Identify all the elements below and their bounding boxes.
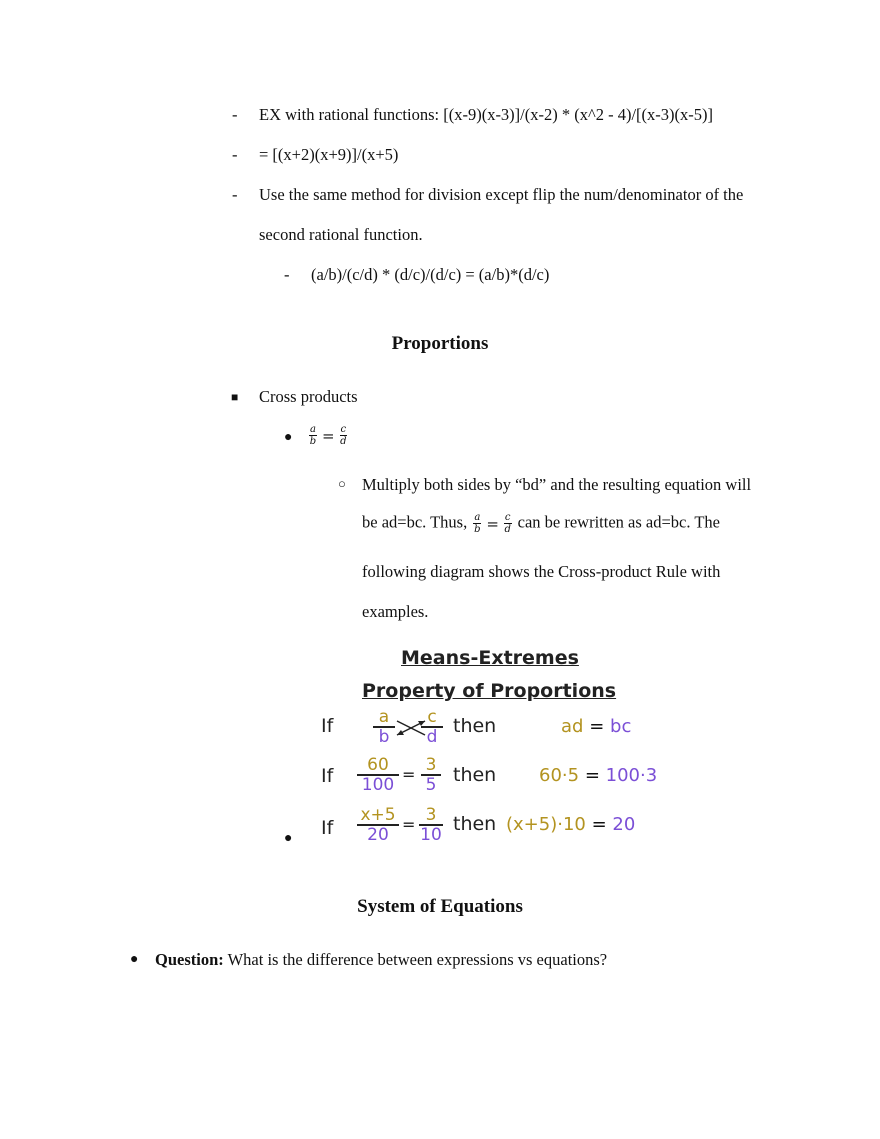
diagram-fraction: $\frac{60}{100}$ [357,756,399,794]
dash-bullet: - [284,265,290,284]
diagram-result: (x+5)·10 = 20 [506,814,636,835]
then-label: then [453,715,497,737]
proportion-equation: $\frac{a}{b}$ = $\frac{c}{d}$ [309,424,347,447]
diagram-result: 60·5 = 100·3 [539,765,658,786]
dash-bullet: - [232,105,238,124]
cross-products-label: Cross products [259,387,358,406]
diagram-fraction: $\frac{c}{d}$ [421,708,443,746]
diagram-fraction: $\frac{x+5}{20}$ [357,806,399,844]
if-label: If [321,715,334,737]
cross-multiply-line2: be ad=bc. Thus, $\frac{a}{b}$ = $\frac{c}{d}$ can be rewritten as ad=bc. The [362,512,720,535]
means-extremes-diagram [315,643,675,848]
system-of-equations-heading: System of Equations [357,896,523,917]
diagram-fraction: $\frac{3}{5}$ [421,756,441,794]
round-bullet: ● [284,831,293,846]
circle-bullet: ○ [338,476,346,491]
fraction-a-over-b: $\frac{a}{b}$ [474,512,481,535]
diagram-result: ad = bc [561,716,632,737]
fraction-c-over-d: $\frac{c}{d}$ [504,512,511,535]
round-bullet: ● [284,430,293,445]
cross-multiply-line1: Multiply both sides by “bd” and the resulting equation will [362,475,752,494]
division-method-line1: Use the same method for division except flip the num/denominator of the [259,185,744,204]
round-bullet: ● [130,952,139,967]
dash-bullet: - [232,185,238,204]
then-label: then [453,764,497,786]
division-example: (a/b)/(c/d) * (d/c)/(d/c) = (a/b)*(d/c) [311,265,550,284]
square-bullet: ■ [231,390,239,404]
equals-sign: = [402,815,416,834]
rational-example: EX with rational functions: [(x-9)(x-3)]/(x-2) * (x^2 - 4)/[(x-3)(x-5)] [259,105,714,124]
cross-multiply-line3: following diagram shows the Cross-product Rule with [362,562,721,581]
diagram-subtitle: Property of Proportions [362,680,617,702]
question-label: Question: [155,950,224,969]
rational-result: = [(x+2)(x+9)]/(x+5) [259,145,399,164]
cross-multiply-line4: examples. [362,602,429,621]
dash-bullet: - [232,145,238,164]
if-label: If [321,765,334,787]
if-label: If [321,817,334,839]
question-text: What is the difference between expressions vs equations? [223,950,608,969]
proportions-heading: Proportions [391,333,489,354]
then-label: then [453,813,497,835]
fraction-c-over-d: $\frac{c}{d}$ [340,424,347,447]
equals-sign: = [402,765,416,784]
division-method-line2: second rational function. [259,225,423,244]
fraction-a-over-b: $\frac{a}{b}$ [309,424,317,447]
question-line [155,950,607,970]
diagram-fraction: $\frac{a}{b}$ [373,708,395,746]
diagram-title: Means-Extremes [401,647,579,669]
diagram-fraction: $\frac{3}{10}$ [420,805,442,845]
